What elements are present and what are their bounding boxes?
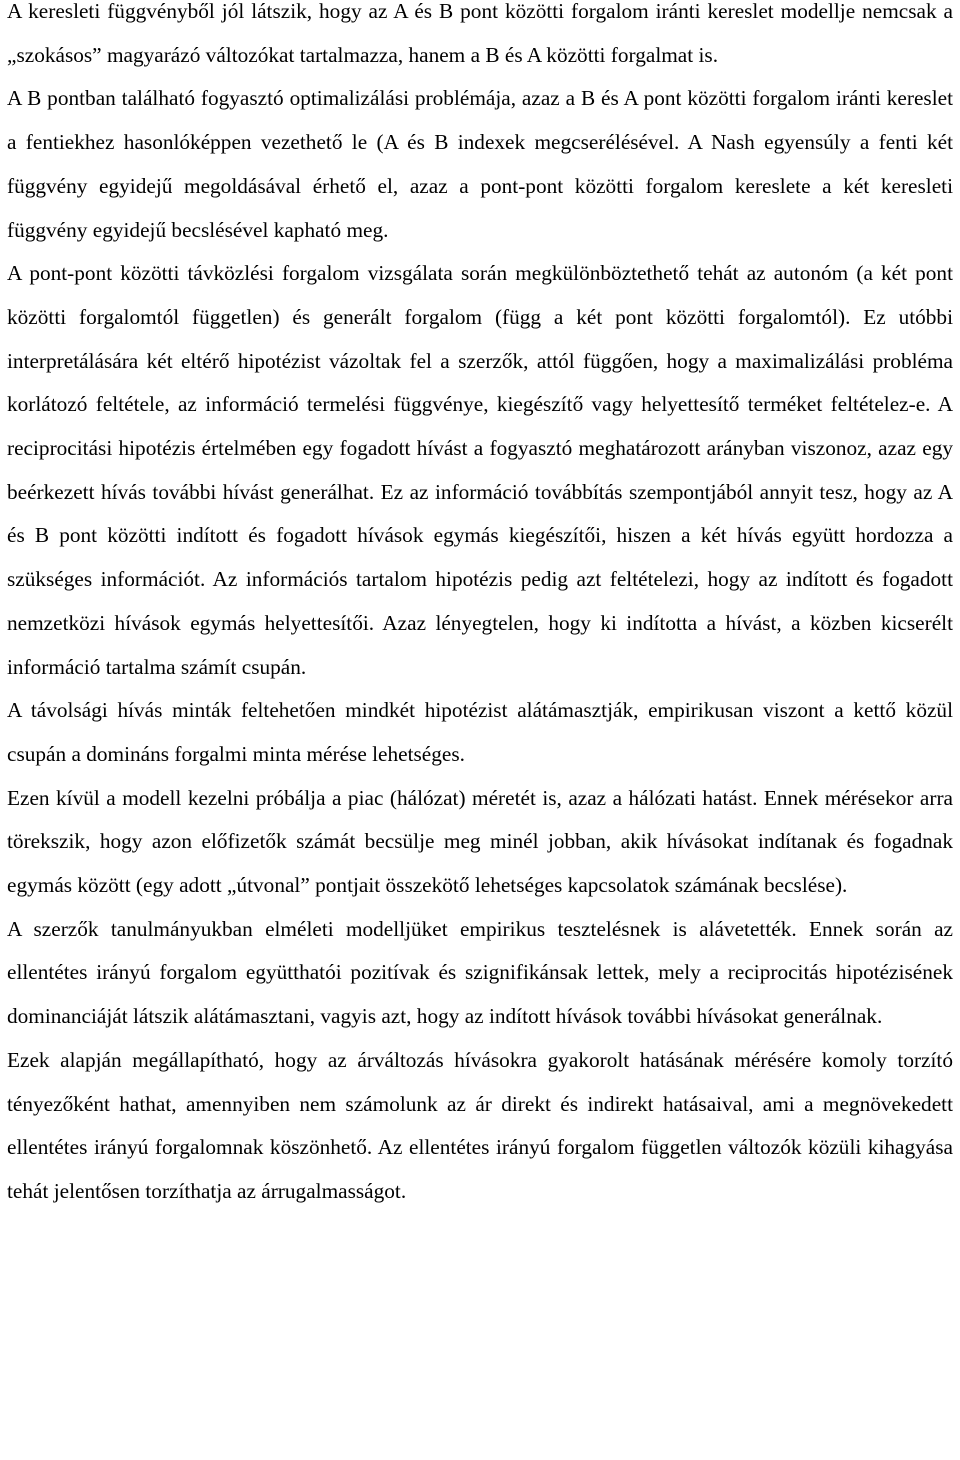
paragraph-3: A pont-pont közötti távközlési forgalom vizsgálata során megkülönböztethető tehát az autonóm (a két pont közötti forgalomtól független) és generált forgalom (függ a két pont közötti forgalomtól). Ez utóbbi interpretálására két eltérő hipotézist vázoltak fel a szerzők, attól függően, hogy a maximalizálási probléma korlátozó feltétele, az információ termelési függvénye, kiegészítő vagy helyettesítő terméket feltételez-e. A reciprocitási hipotézis értelmében egy fogadott hívást a fogyasztó meghatározott arányban viszonoz, azaz egy beérkezett hívás további hívást generálhat. Ez az információ továbbítás szempontjából annyit tesz, hogy az A és B pont közötti indított és fogadott hívások egymás kiegészítői, hiszen a két hívás együtt hordozza a szükséges információt. Az információs tartalom hipotézis pedig azt feltételezi, hogy az indított és fogadott nemzetközi hívások egymás helyettesítői. Azaz lényegtelen, hogy ki indította a hívást, a közben kicserélt információ tartalma számít csupán. xyxy=(7,261,953,679)
paragraph-2: A B pontban található fogyasztó optimalizálási problémája, azaz a B és A pont közötti forgalom iránti kereslet a fentiekhez hasonlóképpen vezethető le (A és B indexek megcserélésével. A Nash egyensúly a fenti két függvény egyidejű megoldásával érhető el, azaz a pont-pont közötti forgalom kereslete a két keresleti függvény egyidejű becslésével kapható meg. xyxy=(7,86,953,242)
paragraph-7: Ezek alapján megállapítható, hogy az árváltozás hívásokra gyakorolt hatásának mérésére komoly torzító tényezőként hathat, amennyiben nem számolunk az ár direkt és indirekt hatásaival, ami a megnövekedett ellentétes irányú forgalomnak köszönhető. Az ellentétes irányú forgalom független változók közüli kihagyása tehát jelentősen torzíthatja az árrugalmasságot. xyxy=(7,1047,953,1203)
paragraph-6: A szerzők tanulmányukban elméleti modelljüket empirikus tesztelésnek is alávetették. Ennek során az ellentétes irányú forgalom együtthatói pozitívak és szignifikánsak lettek, mely a reciprocitás hipotézisének dominanciáját látszik alátámasztani, vagyis azt, hogy az indított hívások további hívásokat generálnak. xyxy=(7,916,953,1029)
paragraph-4: A távolsági hívás minták feltehetően mindkét hipotézist alátámasztják, empirikusan viszont a kettő közül csupán a domináns forgalmi minta mérése lehetséges. xyxy=(7,698,953,766)
paragraph-1: A keresleti függvényből jól látszik, hogy az A és B pont közötti forgalom iránti kereslet modellje nemcsak a „szokásos” magyarázó változókat tartalmazza, hanem a B és A közötti forgalmat is. xyxy=(7,0,953,67)
paragraph-5: Ezen kívül a modell kezelni próbálja a piac (hálózat) méretét is, azaz a hálózati hatást. Ennek mérésekor arra törekszik, hogy azon előfizetők számát becsülje meg minél jobban, akik hívásokat indítanak és fogadnak egymás között (egy adott „útvonal” pontjait összekötő lehetséges kapcsolatok számának becslése). xyxy=(7,785,953,898)
